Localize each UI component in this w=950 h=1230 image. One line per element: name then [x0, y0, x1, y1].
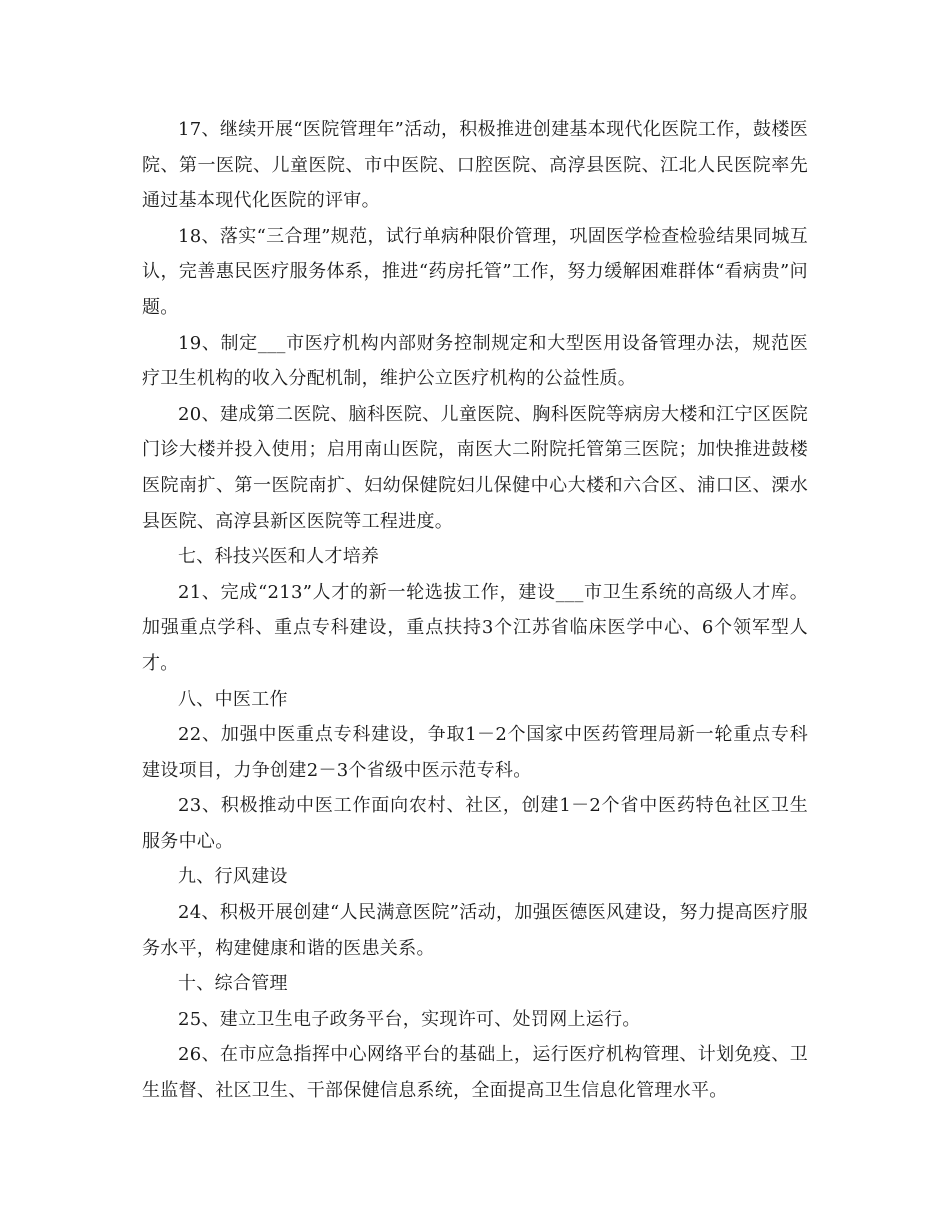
paragraph-item-23: 23、积极推动中医工作面向农村、社区，创建1－2个省中医药特色社区卫生服务中心。 — [142, 795, 808, 852]
section-heading-9: 九、行风建设 — [178, 866, 288, 888]
paragraph-item-22: 22、加强中医重点专科建设，争取1－2个国家中医药管理局新一轮重点专科建设项目，力争创建2－3个省级中医示范专科。 — [142, 724, 808, 781]
paragraph-item-25: 25、建立卫生电子政务平台，实现许可、处罚网上运行。 — [178, 1008, 641, 1030]
paragraph-item-26: 26、在市应急指挥中心网络平台的基础上，运行医疗机构管理、计划免疫、卫生监督、社区卫生、干部保健信息系统，全面提高卫生信息化管理水平。 — [142, 1044, 808, 1102]
section-heading-7: 七、科技兴医和人才培养 — [178, 546, 380, 568]
paragraph-item-19: 19、制定___市医疗机构内部财务控制规定和大型医用设备管理办法，规范医疗卫生机构的收入分配机制，维护公立医疗机构的公益性质。 — [142, 332, 808, 390]
paragraph-item-24: 24、积极开展创建“人民满意医院”活动，加强医德医风建设，努力提高医疗服务水平，构建健康和谐的医患关系。 — [142, 902, 808, 959]
section-heading-8: 八、中医工作 — [178, 688, 288, 710]
paragraph-item-21: 21、完成“213”人才的新一轮选拔工作，建设___市卫生系统的高级人才库。加强重点学科、重点专科建设，重点扶持3个江苏省临床医学中心、6个领军型人才。 — [142, 581, 808, 674]
paragraph-item-17: 17、继续开展“医院管理年”活动，积极推进创建基本现代化医院工作，鼓楼医院、第一医院、儿童医院、市中医院、口腔医院、高淳县医院、江北人民医院率先通过基本现代化医院的评审。 — [142, 119, 808, 212]
paragraph-item-18: 18、落实“三合理”规范，试行单病种限价管理，巩固医学检查检验结果同城互认，完善惠民医疗服务体系，推进“药房托管”工作，努力缓解困难群体“看病贵”问题。 — [142, 225, 808, 318]
document-body — [142, 112, 808, 1109]
section-heading-10: 十、综合管理 — [178, 973, 288, 995]
paragraph-item-20: 20、建成第二医院、脑科医院、儿童医院、胸科医院等病房大楼和江宁区医院门诊大楼并投入使用；启用南山医院，南医大二附院托管第三医院；加快推进鼓楼医院南扩、第一医院南扩、妇幼保健院妇儿保健中心大楼和六合区、浦口区、溧水县医院、高淳县新区医院等工程进度。 — [142, 403, 808, 532]
